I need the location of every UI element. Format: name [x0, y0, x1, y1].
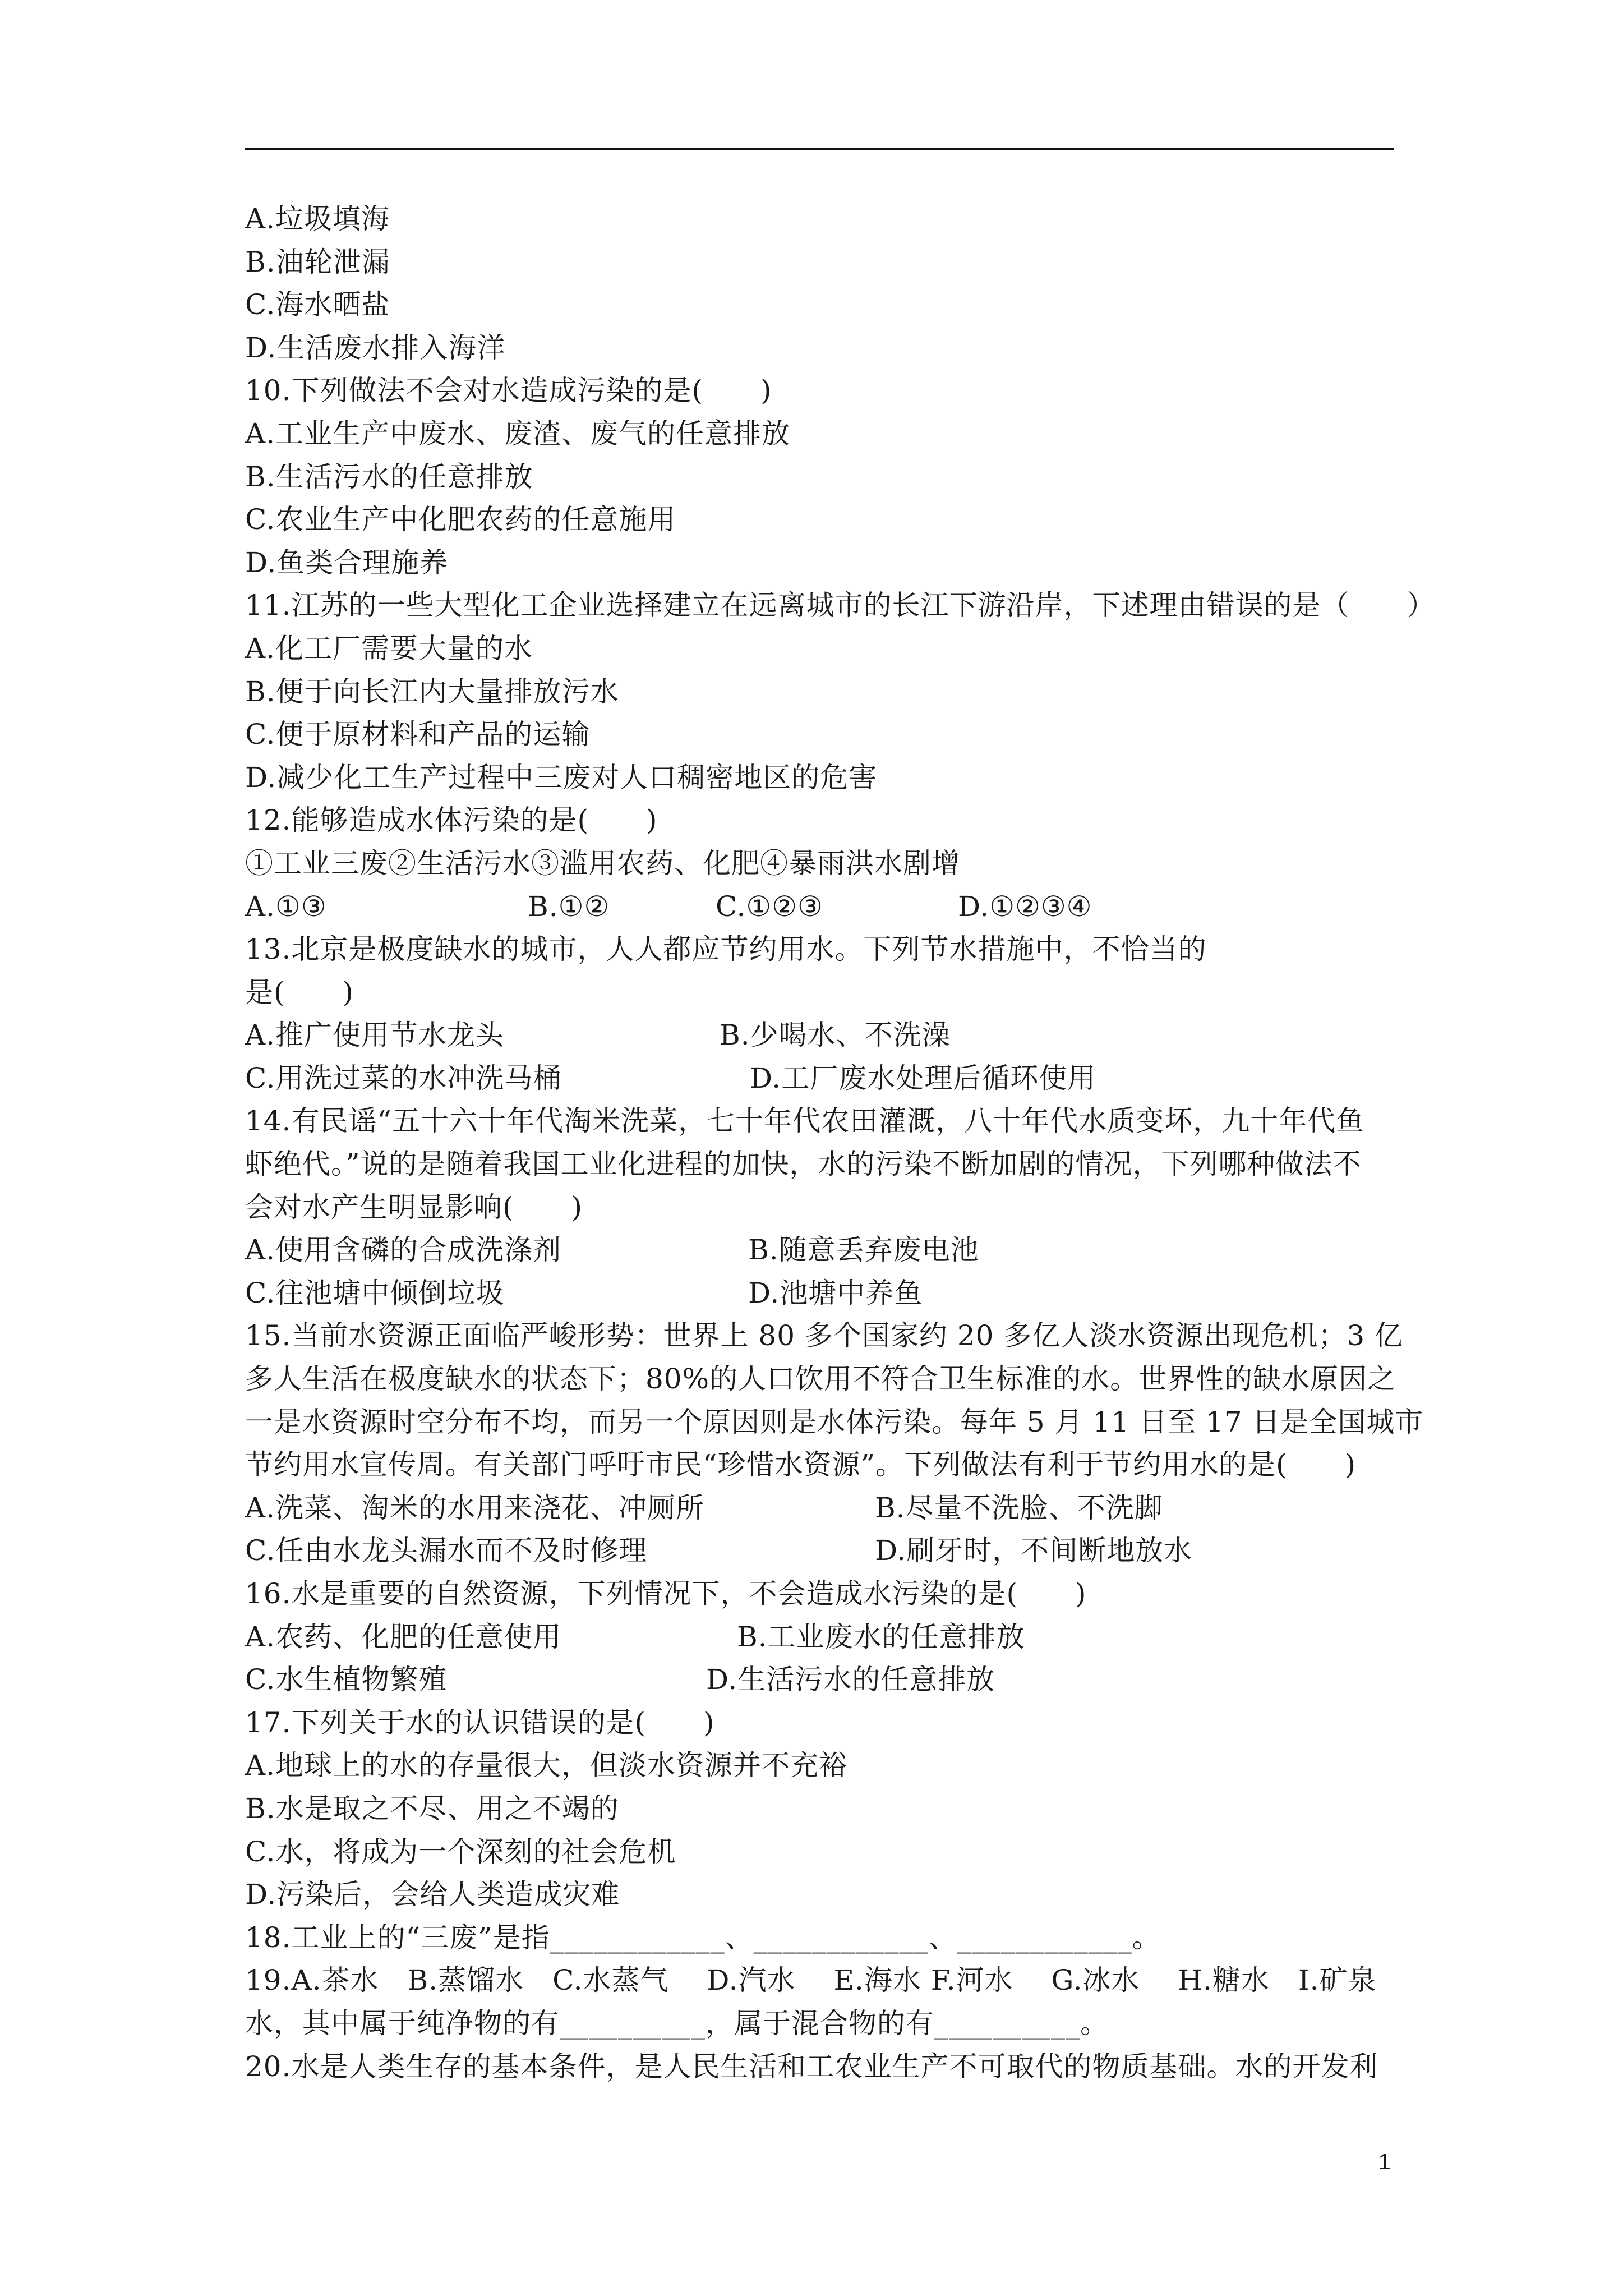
q13-option-b: B.少喝水、不洗澡	[720, 1019, 951, 1052]
q11-option-d: D.减少化工生产过程中三废对人口稠密地区的危害	[245, 761, 878, 794]
q11-stem: 11.江苏的一些大型化工企业选择建立在远离城市的长江下游沿岸，下述理由错误的是（ ）	[245, 589, 1436, 622]
page-number: 1	[1378, 2150, 1391, 2174]
q15-option-c: C.任由水龙头漏水而不及时修理	[245, 1534, 648, 1567]
q12-option-c: C.①②③	[716, 890, 823, 923]
q13-option-d: D.工厂废水处理后循环使用	[750, 1061, 1096, 1094]
q11-option-b: B.便于向长江内大量排放污水	[245, 675, 619, 708]
q14-stem-line-2: 虾绝代。”说的是随着我国工业化进程的加快，水的污染不断加剧的情况，下列哪种做法不	[245, 1148, 1362, 1181]
q15-option-d: D.刷牙时，不间断地放水	[875, 1534, 1193, 1567]
q12-option-b: B.①②	[528, 890, 610, 923]
q14-option-b: B.随意丢弃废电池	[748, 1234, 979, 1267]
q13-option-a: A.推广使用节水龙头	[245, 1019, 505, 1052]
q13-stem-line-1: 13.北京是极度缺水的城市，人人都应节约用水。下列节水措施中，不恰当的	[245, 933, 1207, 966]
q14-option-d: D.池塘中养鱼	[748, 1276, 923, 1309]
q10-option-d: D.鱼类合理施养	[245, 546, 449, 579]
q20-line-1: 20.水是人类生存的基本条件，是人民生活和工农业生产不可取代的物质基础。水的开发利	[245, 2050, 1378, 2083]
q13-stem-line-2: 是( )	[245, 976, 354, 1009]
q9-option-d: D.生活废水排入海洋	[245, 331, 506, 364]
q13-options-row-1	[245, 1014, 1440, 1057]
q17-option-b: B.水是取之不尽、用之不竭的	[245, 1792, 619, 1825]
q19-line-2: 水，其中属于纯净物的有__________，属于混合物的有__________。	[245, 2007, 1109, 2040]
q12-stem: 12.能够造成水体污染的是( )	[245, 804, 658, 837]
q16-option-c: C.水生植物繁殖	[245, 1663, 448, 1696]
q15-options-row-2	[245, 1529, 1440, 1572]
q9-option-c: C.海水晒盐	[245, 288, 390, 321]
q9-option-a: A.垃圾填海	[245, 203, 390, 235]
q12-option-d: D.①②③④	[958, 890, 1092, 923]
header-rule	[245, 148, 1394, 150]
q16-option-b: B.工业废水的任意排放	[737, 1620, 1025, 1653]
q14-options-row-1	[245, 1228, 1440, 1272]
q17-stem: 17.下列关于水的认识错误的是( )	[245, 1706, 715, 1739]
q15-option-a: A.洗菜、淘米的水用来浇花、冲厕所	[245, 1491, 705, 1524]
q14-options-row-2	[245, 1272, 1440, 1315]
q11-option-c: C.便于原材料和产品的运输	[245, 718, 591, 751]
q19-line-1: 19.A.茶水 B.蒸馏水 C.水蒸气 D.汽水 E.海水 F.河水 G.冰水 H.糖水 I.矿泉	[245, 1964, 1377, 1997]
q9-option-b: B.油轮泄漏	[245, 245, 390, 278]
q10-option-c: C.农业生产中化肥农药的任意施用	[245, 503, 676, 536]
q10-option-b: B.生活污水的任意排放	[245, 460, 533, 493]
q17-option-a: A.地球上的水的存量很大，但淡水资源并不充裕	[245, 1749, 848, 1782]
q17-option-c: C.水，将成为一个深刻的社会危机	[245, 1835, 676, 1868]
q15-stem-line-1: 15.当前水资源正面临严峻形势：世界上 80 多个国家约 20 多亿人淡水资源出现危机；3 亿	[245, 1319, 1404, 1352]
q16-options-row-2	[245, 1658, 1440, 1701]
q18-stem: 18.工业上的“三废”是指____________、____________、____________。	[245, 1921, 1161, 1954]
q12-options	[245, 885, 1440, 928]
q10-stem: 10.下列做法不会对水造成污染的是( )	[245, 374, 772, 407]
q14-option-a: A.使用含磷的合成洗涤剂	[245, 1234, 562, 1267]
q14-option-c: C.往池塘中倾倒垃圾	[245, 1276, 505, 1309]
q12-option-a: A.①③	[245, 890, 327, 923]
q14-stem-line-1: 14.有民谣“五十六十年代淘米洗菜，七十年代农田灌溉，八十年代水质变坏，九十年代鱼	[245, 1105, 1365, 1138]
q16-options-row-1	[245, 1616, 1440, 1659]
q13-options-row-2	[245, 1057, 1440, 1100]
q13-option-c: C.用洗过菜的水冲洗马桶	[245, 1061, 562, 1094]
q10-option-a: A.工业生产中废水、废渣、废气的任意排放	[245, 417, 791, 450]
q15-options-row-1	[245, 1487, 1440, 1530]
q14-stem-line-3: 会对水产生明显影响( )	[245, 1190, 583, 1223]
q15-stem-line-4: 节约用水宣传周。有关部门呼吁市民“珍惜水资源”。下列做法有利于节约用水的是( )	[245, 1448, 1357, 1481]
q16-option-a: A.农药、化肥的任意使用	[245, 1620, 562, 1653]
q12-items: ①工业三废②生活污水③滥用农药、化肥④暴雨洪水剧增	[245, 846, 960, 880]
q15-stem-line-3: 一是水资源时空分布不均，而另一个原因则是水体污染。每年 5 月 11 日至 17 日是全国城市	[245, 1405, 1424, 1438]
q15-stem-line-2: 多人生活在极度缺水的状态下；80%的人口饮用不符合卫生标准的水。世界性的缺水原因之	[245, 1363, 1396, 1396]
q16-stem: 16.水是重要的自然资源，下列情况下，不会造成水污染的是( )	[245, 1577, 1087, 1610]
q15-option-b: B.尽量不洗脸、不洗脚	[875, 1491, 1163, 1524]
question-content	[245, 197, 1440, 2088]
q17-option-d: D.污染后，会给人类造成灾难	[245, 1878, 620, 1911]
q16-option-d: D.生活污水的任意排放	[706, 1663, 995, 1696]
q11-option-a: A.化工厂需要大量的水	[245, 632, 533, 665]
